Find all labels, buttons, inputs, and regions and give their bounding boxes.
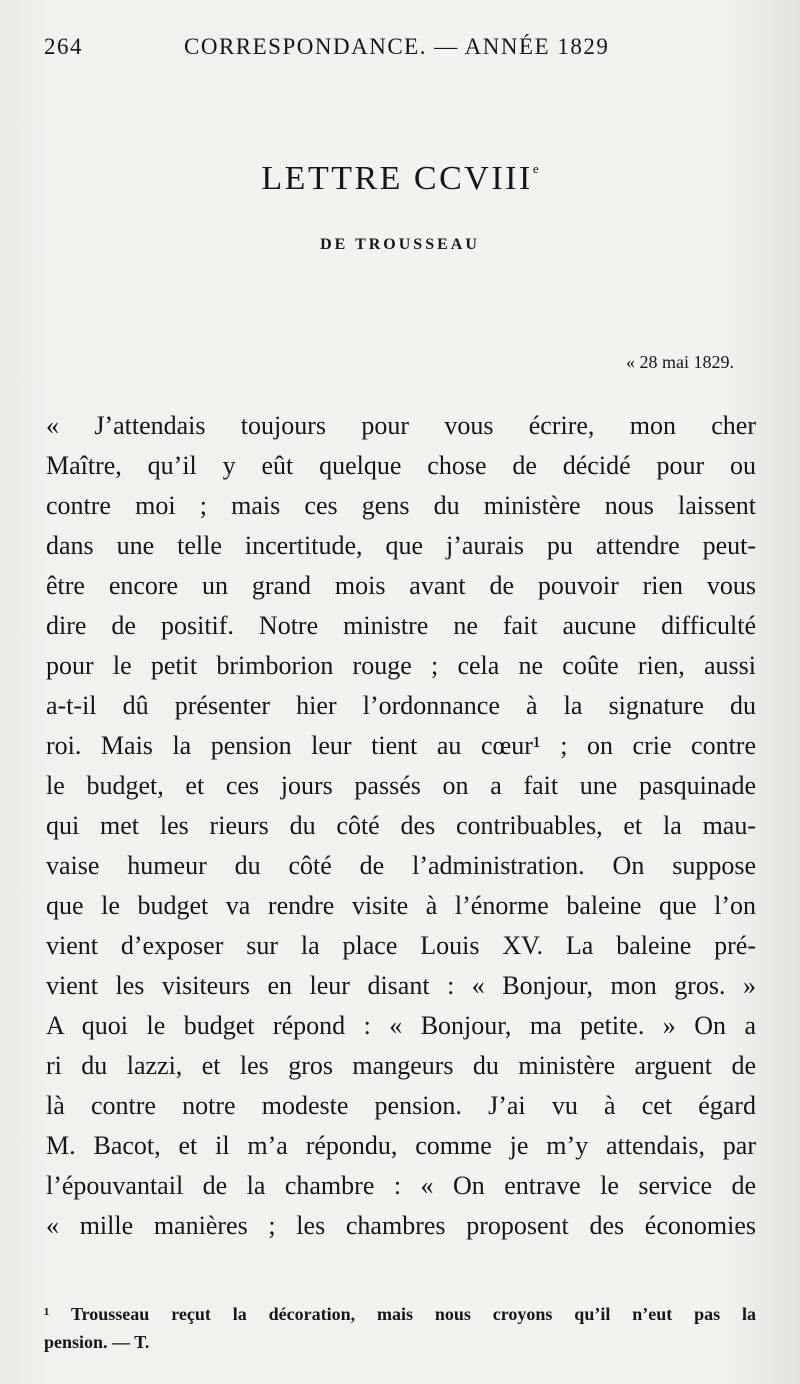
body-line: a-t-il dû présenter hier l’ordonnance à la signature du	[46, 691, 756, 720]
body-line: ri du lazzi, et les gros mangeurs du ministère arguent de	[46, 1051, 756, 1080]
body-line: contre moi ; mais ces gens du ministère nous laissent	[46, 491, 756, 520]
footnote	[44, 1300, 756, 1356]
footnote-line: ¹ Trousseau reçut la décoration, mais nous croyons qu’il n’eut pas la	[44, 1304, 756, 1324]
letter-date: « 28 mai 1829.	[626, 352, 734, 372]
running-head	[44, 34, 756, 70]
body-line: dans une telle incertitude, que j’aurais pu attendre peut-	[46, 531, 756, 560]
body-line: l’épouvantail de la chambre : « On entrave le service de	[46, 1171, 756, 1200]
page-number: 264	[44, 34, 83, 59]
body-line: roi. Mais la pension leur tient au cœur¹ ; on crie contre	[46, 731, 756, 760]
body-line: dire de positif. Notre ministre ne fait aucune difficulté	[46, 611, 756, 640]
body-line: Maître, qu’il y eût quelque chose de décidé pour ou	[46, 451, 756, 480]
body-line: vient d’exposer sur la place Louis XV. La baleine pré-	[46, 931, 756, 960]
letter-title-text: LETTRE CCVIII	[261, 160, 533, 197]
letter-title-superscript: e	[532, 161, 539, 176]
letter-sender: DE TROUSSEAU	[320, 236, 480, 253]
body-line: là contre notre modeste pension. J’ai vu à cet égard	[46, 1091, 756, 1120]
body-line: vient les visiteurs en leur disant : « Bonjour, mon gros. »	[46, 971, 756, 1000]
body-line: que le budget va rendre visite à l’énorme baleine que l’on	[46, 891, 756, 920]
body-line: être encore un grand mois avant de pouvoir rien vous	[46, 571, 756, 600]
body-line: « mille manières ; les chambres proposent des économies	[46, 1211, 756, 1240]
body-line: vaise humeur du côté de l’administration. On suppose	[46, 851, 756, 880]
body-line: M. Bacot, et il m’a répondu, comme je m’y attendais, par	[46, 1131, 756, 1160]
body-line: pour le petit brimborion rouge ; cela ne coûte rien, aussi	[46, 651, 756, 680]
running-title: CORRESPONDANCE. — ANNÉE 1829	[184, 34, 610, 59]
letter-body	[46, 406, 756, 1246]
footnote-line: pension. — T.	[44, 1332, 150, 1352]
body-line: le budget, et ces jours passés on a fait une pasquinade	[46, 771, 756, 800]
body-line: A quoi le budget répond : « Bonjour, ma petite. » On a	[46, 1011, 756, 1040]
letter-title	[0, 160, 800, 198]
body-line: « J’attendais toujours pour vous écrire, mon cher	[46, 411, 756, 440]
body-line: qui met les rieurs du côté des contribuables, et la mau-	[46, 811, 756, 840]
